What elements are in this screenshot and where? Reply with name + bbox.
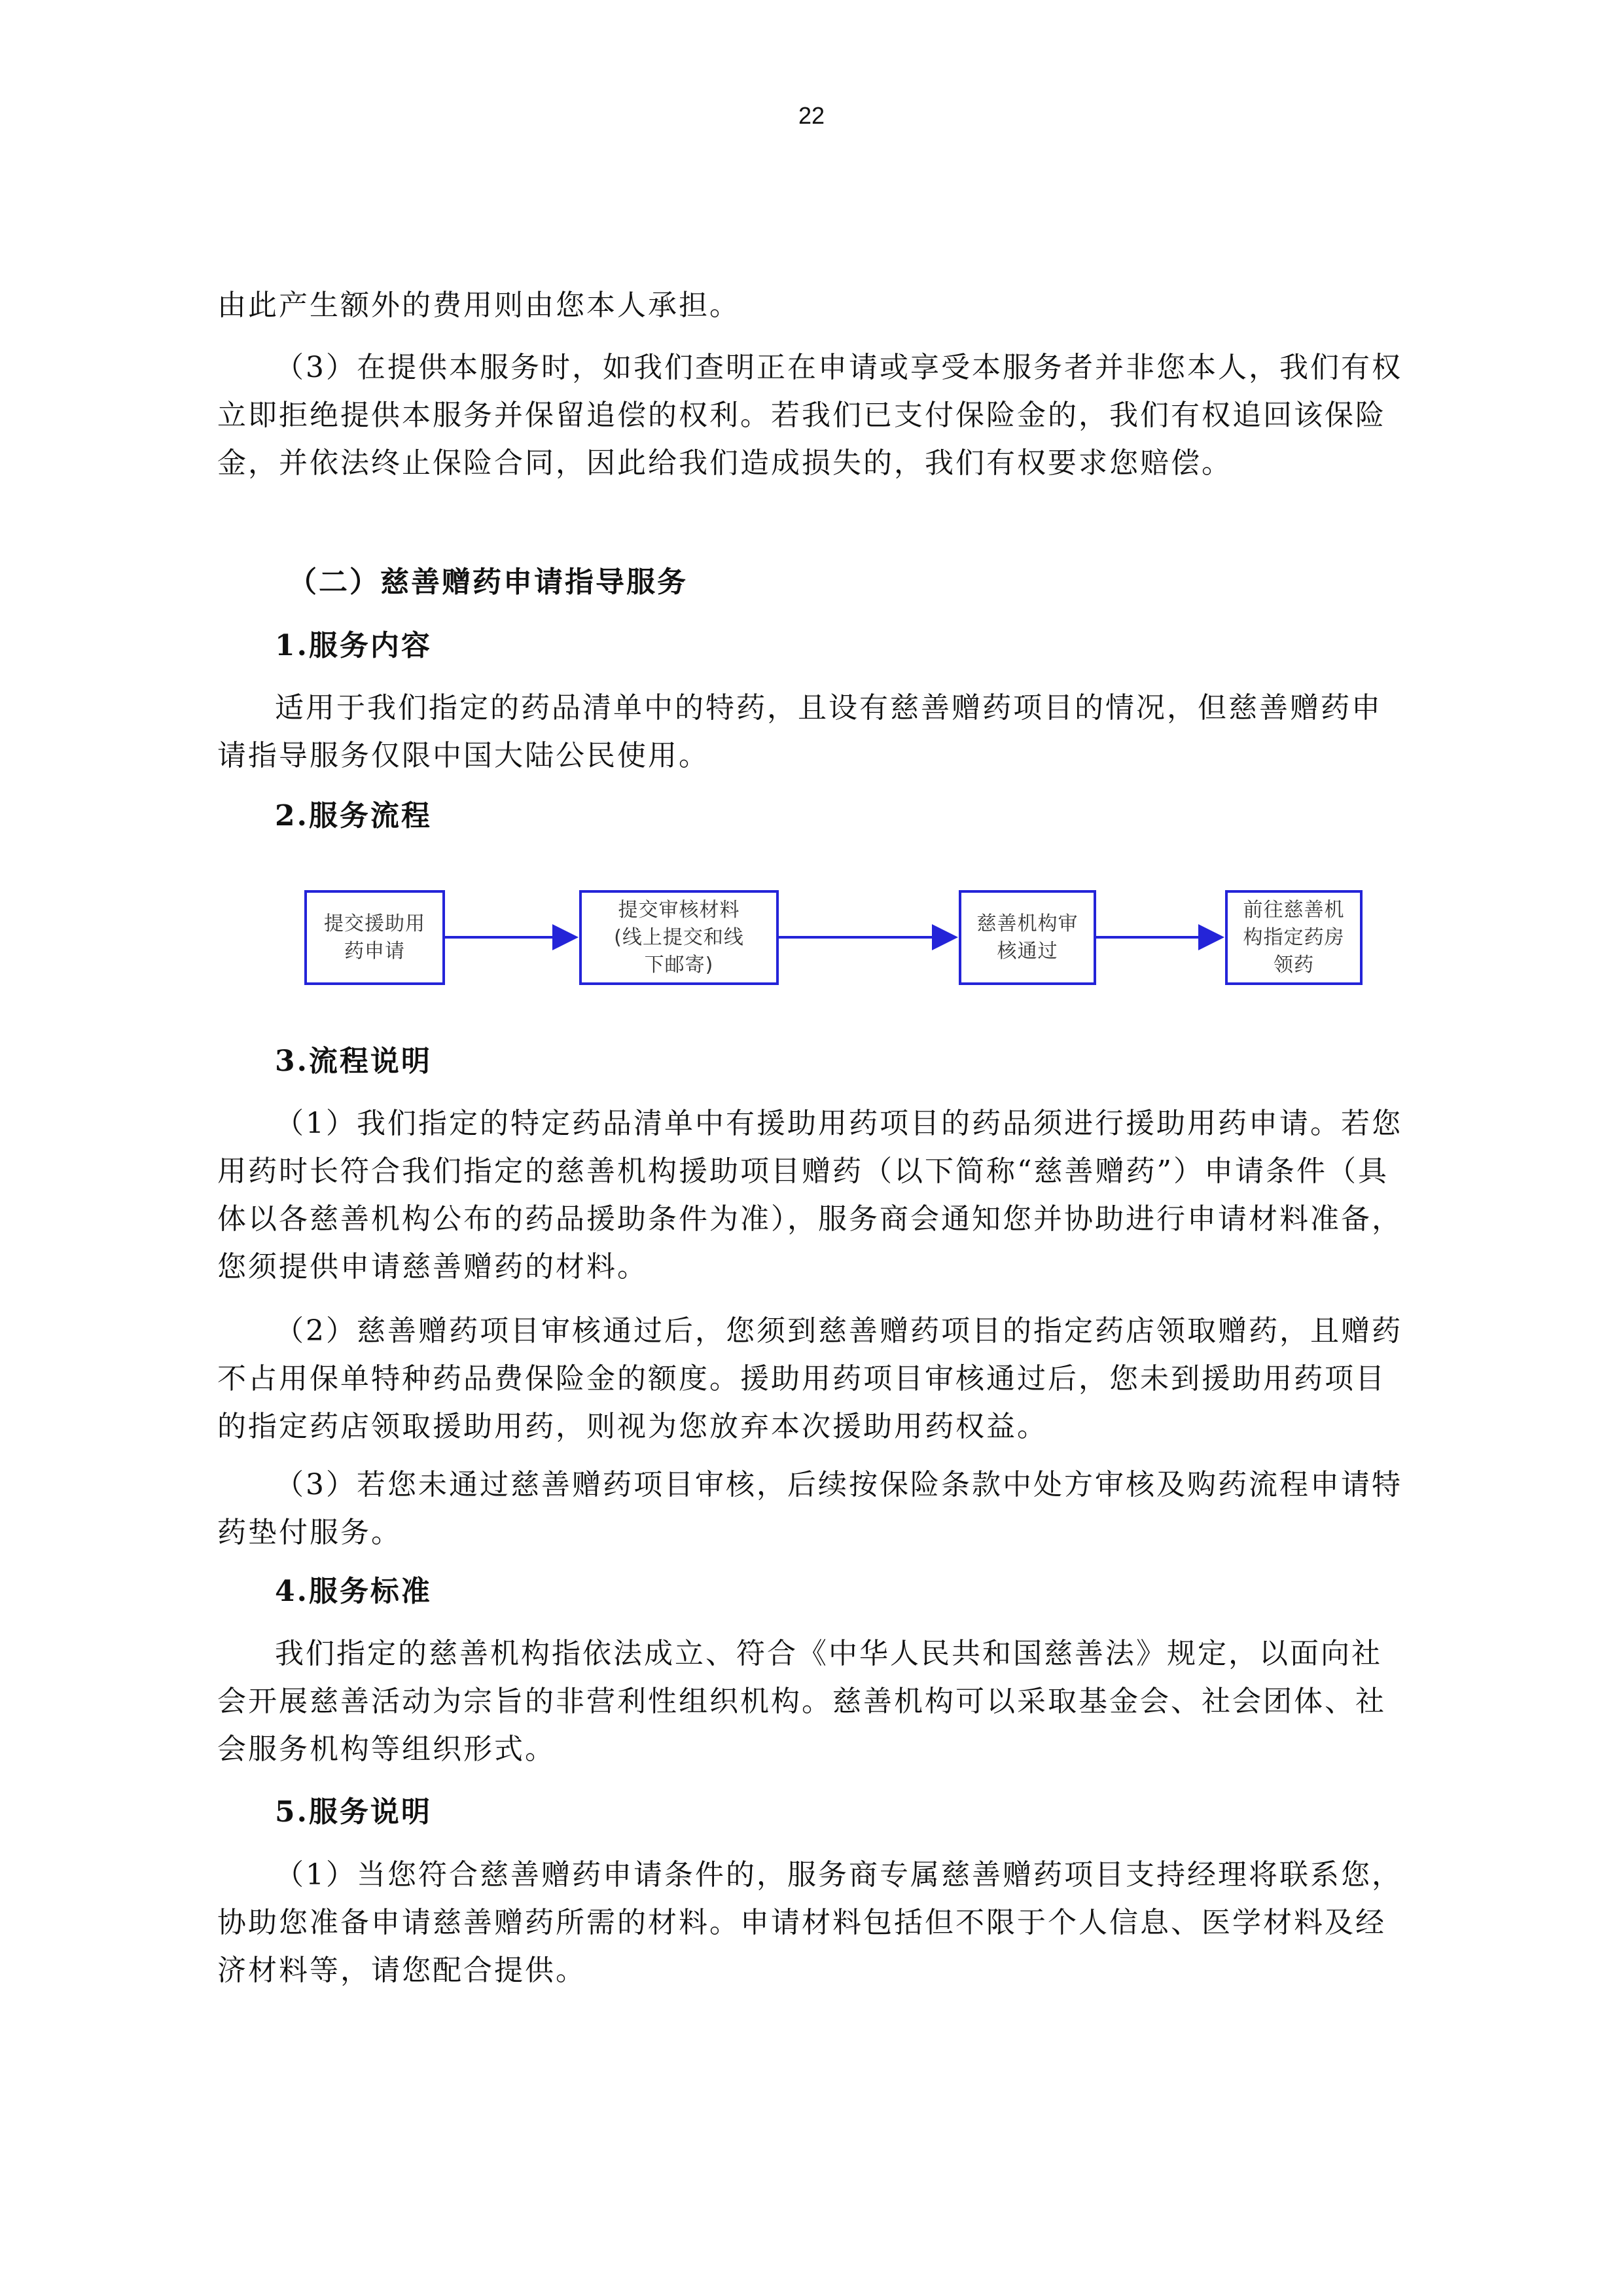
heading-service-notes: 5.服务说明 (275, 1795, 432, 1829)
heading-service-content: 1.服务内容 (275, 629, 432, 662)
paragraph-process-2: （2）慈善赠药项目审核通过后，您须到慈善赠药项目的指定药店领取赠药，且赠药不占用保单特种药品费保险金的额度。援助用药项目审核通过后，您未到援助用药项目的指定药店领取援助用药，则视为您放弃本次援助用药权益。 (217, 1314, 1402, 1443)
paragraph-service-notes-1: （1）当您符合慈善赠药申请条件的，服务商专属慈善赠药项目支持经理将联系您，协助您准备申请慈善赠药所需的材料。申请材料包括但不限于个人信息、医学材料及经济材料等，请您配合提供。 (217, 1858, 1402, 1987)
heading-service-process: 2.服务流程 (275, 799, 432, 833)
heading-service-standard: 4.服务标准 (275, 1575, 432, 1608)
page-number: 22 (798, 102, 825, 129)
paragraph-service-standard: 我们指定的慈善机构指依法成立、符合《中华人民共和国慈善法》规定，以面向社会开展慈善活动为宗旨的非营利性组织机构。慈善机构可以采取基金会、社会团体、社会服务机构等组织形式。 (217, 1637, 1386, 1766)
flow-step-submit-materials: 提交审核材料 (线上提交和线 下邮寄) (579, 890, 779, 985)
paragraph-continued-cost: 由此产生额外的费用则由您本人承担。 (217, 289, 740, 322)
paragraph-process-1: （1）我们指定的特定药品清单中有援助用药项目的药品须进行援助用药申请。若您用药时长符合我们指定的慈善机构援助项目赠药（以下简称“慈善赠药”）申请条件（具体以各慈善机构公布的药品援助条件为准），服务商会通知您并协助进行申请材料准备，您须提供申请慈善赠药的材料。 (217, 1107, 1402, 1283)
flow-step-charity-approval: 慈善机构审 核通过 (959, 890, 1096, 985)
flow-arrows (294, 884, 1381, 995)
section-title: （二）慈善赠药申请指导服务 (288, 565, 688, 599)
flow-step-submit-application: 提交援助用 药申请 (304, 890, 445, 985)
heading-process-description: 3.流程说明 (275, 1045, 432, 1078)
paragraph-service-content: 适用于我们指定的药品清单中的特药，且设有慈善赠药项目的情况，但慈善赠药申请指导服务仅限中国大陆公民使用。 (217, 691, 1382, 772)
flow-step-pickup-medicine: 前往慈善机 构指定药房 领药 (1225, 890, 1363, 985)
process-flowchart (294, 884, 1381, 995)
paragraph-process-3: （3）若您未通过慈善赠药项目审核，后续按保险条款中处方审核及购药流程申请特药垫付服务。 (217, 1468, 1402, 1549)
paragraph-identity-verification: （3）在提供本服务时，如我们查明正在申请或享受本服务者并非您本人，我们有权立即拒绝提供本服务并保留追偿的权利。若我们已支付保险金的，我们有权追回该保险金，并依法终止保险合同，因此给我们造成损失的，我们有权要求您赔偿。 (217, 351, 1402, 480)
